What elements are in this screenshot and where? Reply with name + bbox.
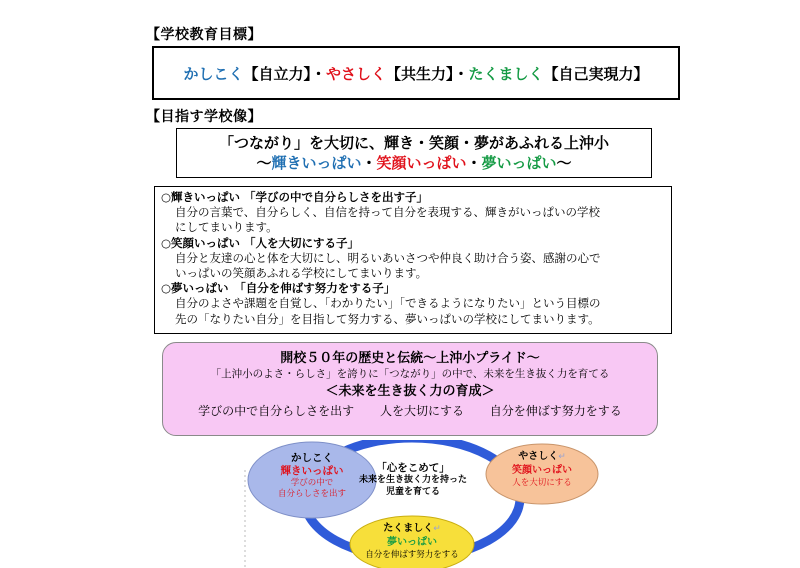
bubble-takumashiku xyxy=(352,522,472,536)
list-desc-line: いっぱいの笑顔あふれる学校にしてまいります。 xyxy=(175,266,428,281)
return-mark-icon: ↵ xyxy=(433,524,441,534)
school-goals-box xyxy=(152,46,680,100)
goal-jikojitsugen: 【自己実現力】 xyxy=(543,64,649,83)
ideal-children-list xyxy=(154,186,672,334)
center-line-3: 児童を育てる xyxy=(385,487,440,497)
bubble-yume: 夢いっぱい xyxy=(387,537,437,548)
bubble-jibunrashisa: 自分らしさを出す xyxy=(277,489,346,499)
bubble-egao: 笑顔いっぱい xyxy=(512,465,572,476)
list-title-egao: ○笑顔いっぱい 「人を大切にする子」 xyxy=(161,235,360,250)
pride-subtitle: 「上沖小のよさ・らしさ」を誇りに「つながり」の中で、未来を生き抜く力を育てる xyxy=(210,368,610,380)
bubble-manabi: 学びの中で xyxy=(290,478,334,488)
bubble-kagayaki: 輝きいっぱい xyxy=(280,465,344,477)
center-line-1: 「心をこめて」 xyxy=(376,462,450,474)
ideal-school-box xyxy=(176,128,652,178)
ideal-sep-2: ・ xyxy=(466,154,482,172)
bubble-hito: 人を大切にする xyxy=(512,478,572,488)
ideal-school-heading: 【目指す学校像】 xyxy=(146,109,262,125)
list-desc-line: 自分と友達の心と体を大切にし、明るいあいさつや仲良く助け合う姿、感謝の心で xyxy=(175,250,601,265)
pride-pillars: 学びの中で自分らしさを出す 人を大切にする 自分を伸ばす努力をする xyxy=(198,404,622,418)
goal-jiritsu: 【自立力】・ xyxy=(243,64,326,83)
goal-yasashiku: やさしく xyxy=(325,64,386,83)
pride-heading: ＜未来を生き抜く力の育成＞ xyxy=(325,384,495,399)
ideal-yume: 夢いっぱい xyxy=(481,154,557,172)
center-text xyxy=(358,462,468,498)
bubble-doryoku: 自分を伸ばす努力をする xyxy=(365,550,459,560)
pillars-diagram xyxy=(240,440,600,568)
list-desc-line: 自分のよさや課題を自覚し、「わかりたい」「できるようになりたい」という目標の xyxy=(175,296,601,311)
ideal-school-main: 「つながり」を大切に、輝き・笑顔・夢があふれる上沖小 xyxy=(218,134,609,152)
return-mark-icon: ↵ xyxy=(558,452,566,462)
list-desc-line: 自分の言葉で、自分らしく、自信を持って自分を表現する、輝きがいっぱいの学校 xyxy=(175,205,601,220)
bubble-kashikoku: かしこく xyxy=(291,452,333,464)
pride-title: 開校５０年の歴史と伝統～上沖小プライド～ xyxy=(280,351,540,366)
tilde-open: ～ xyxy=(256,154,272,172)
tilde-close: ～ xyxy=(556,154,572,172)
school-goals-heading: 【学校教育目標】 xyxy=(146,27,262,43)
bubble-yasashiku-label: やさしく xyxy=(518,451,559,462)
ideal-kagayaki: 輝きいっぱい xyxy=(271,154,362,172)
yellow-bubble-text xyxy=(352,522,472,562)
blue-bubble-text xyxy=(254,452,370,500)
goal-takumashiku: たくましく xyxy=(468,64,544,83)
bubble-takumashiku-label: たくましく xyxy=(383,523,434,534)
goal-kyosei: 【共生力】・ xyxy=(386,64,469,83)
list-title-yume: ○夢いっぱい 「自分を伸ばす努力をする子」 xyxy=(161,281,396,296)
pride-box xyxy=(162,342,658,436)
bubble-yasashiku xyxy=(492,450,592,464)
ideal-egao: 笑顔いっぱい xyxy=(376,154,467,172)
list-title-kagayaki: ○輝きいっぱい 「学びの中で自分らしさを出す子」 xyxy=(161,190,429,204)
list-desc-line: にしてまいります。 xyxy=(175,220,278,235)
ideal-school-sub xyxy=(256,153,571,173)
orange-bubble-text xyxy=(492,450,592,490)
list-desc-line: 先の「なりたい自分」を目指して努力する、夢いっぱいの学校にしてまいります。 xyxy=(175,311,600,326)
goal-kashikoku: かしこく xyxy=(183,64,244,83)
center-line-2: 未来を生き抜く力を持った xyxy=(358,475,467,485)
ideal-sep-1: ・ xyxy=(361,154,377,172)
